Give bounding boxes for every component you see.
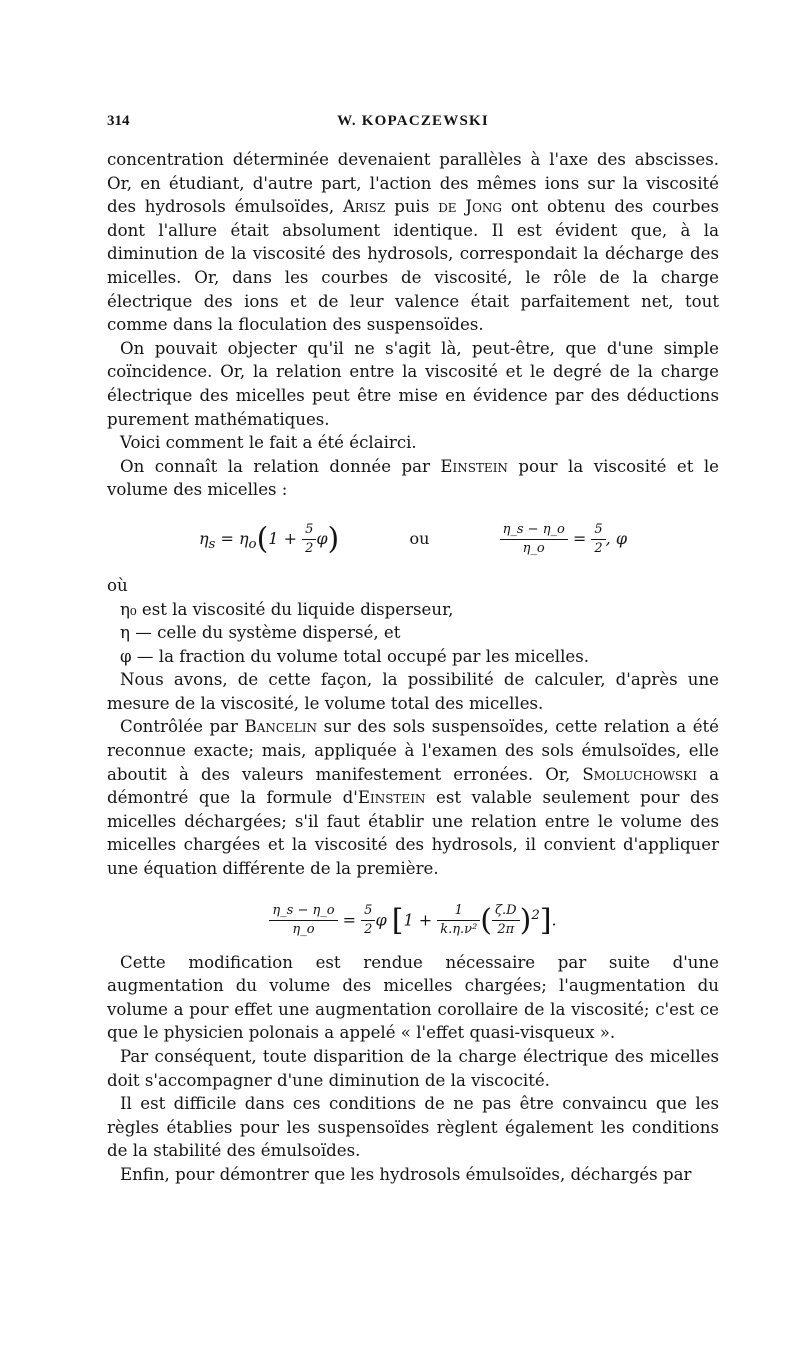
running-head [107, 113, 719, 135]
paragraph: On connaît la relation donnée par Einstein pour la viscosité et le volume des micelles : [107, 456, 719, 500]
definition: η — celle du système dispersé, et [120, 623, 401, 643]
author-name: de Jong [438, 197, 502, 217]
paragraph: Contrôlée par Bancelin sur des sols suspensoïdes, cette relation a été reconnue exacte; mais, appliquée à l'examen des sols émulsoïdes, elle aboutit à des valeurs manifestement erronées. Or, Smoluchowski a démontré que la formule d'Einstein est valable seulement pour des micelles déchargées; s'il faut établir une relation entre le volume des micelles chargées et la viscosité des hydrosols, il convient d'appliquer une équation différente de la première. [107, 717, 719, 879]
fraction: $\frac{5}{2}$ [361, 902, 375, 939]
paragraph: Enfin, pour démontrer que les hydrosols émulsoïdes, déchargés par [120, 1164, 692, 1184]
fraction: $\frac{1}{\text{k.η.ν²}}$ [437, 902, 480, 939]
fraction: $\frac{5}{2}$ [302, 521, 316, 558]
paragraph: Cette modification est rendue nécessaire par suite d'une augmentation du volume des micelles chargées; l'augmentation du volume a pour effet une augmentation corollaire de la viscosité; c'est ce que le physicien polonais a appelé « l'effet quasi-visqueux ». [107, 952, 719, 1043]
definition: φ — la fraction du volume total occupé par les micelles. [120, 646, 590, 666]
author-name: Smoluchowski [582, 764, 697, 784]
paragraph: concentration déterminée devenaient parallèles à l'axe des abscisses. Or, en étudiant, d'autre part, l'action des mêmes ions sur la viscosité des hydrosols émulsoïdes, Arisz puis de Jong ont obtenu des courbes dont l'allure était absolument identique. Il est évident que, à la diminution de la viscosité des hydrosols, correspondait la décharge des micelles. Or, dans les courbes de viscosité, le rôle de la charge électrique des ions et de leur valence était parfaitement net, tout comme dans la floculation des suspensoïdes. [107, 150, 720, 335]
conjunction: ou [409, 528, 430, 548]
paragraph: On pouvait objecter qu'il ne s'agit là, peut-être, que d'une simple coïncidence. Or, la relation entre la viscosité et le degré de la charge électrique des micelles peut être mise en évidence par des déductions purement mathématiques. [107, 338, 719, 429]
fraction: $\frac{\eta\_s - \eta\_o}{\eta\_o}$ [500, 521, 568, 558]
paragraph: Il est difficile dans ces conditions de ne pas être convaincu que les règles établies pour les suspensoïdes règlent également les conditions de la stabilité des émulsoïdes. [107, 1094, 719, 1161]
paragraph: Nous avons, de cette façon, la possibilité de calculer, d'après une mesure de la viscosité, le volume total des micelles. [107, 670, 719, 713]
where-label: où [107, 575, 128, 595]
page-number: 314 [107, 113, 130, 129]
author-name: Arisz [343, 197, 386, 217]
author-name: Bancelin [244, 717, 318, 737]
body-text [107, 148, 719, 1187]
fraction: $\frac{\eta\_s - \eta\_o}{\eta\_o}$ [269, 902, 337, 939]
einstein-equation: $\eta_s = \eta_o(1$ + $\frac{5}{2}$ φ) ou $\frac{\eta\_s - \eta\_o}{\eta\_o}$ = $\frac{5}{2}$ , φ [198, 521, 628, 557]
fraction: $\frac{5}{2}$ [591, 521, 605, 558]
paragraph: Par conséquent, toute disparition de la charge électrique des micelles doit s'accompagner d'une diminution de la viscocité. [107, 1047, 719, 1090]
smoluchowski-equation: $\frac{\eta\_s - \eta\_o}{\eta\_o}$ = $\frac{5}{2}$ φ [1 + $\frac{1}{\text{k.η.ν²}}$ ( $\frac{\zeta.D}{2\pi}$ )$^2$]. [107, 887, 719, 945]
paragraph: Voici comment le fait a été éclairci. [120, 433, 417, 453]
definition: η₀ est la viscosité du liquide disperseur, [120, 599, 454, 619]
author-name: Einstein [440, 456, 508, 476]
author-name: Einstein [357, 788, 426, 808]
running-title: W. KOPACZEWSKI [337, 113, 489, 129]
fraction: $\frac{\zeta.D}{2\pi}$ [492, 902, 520, 939]
